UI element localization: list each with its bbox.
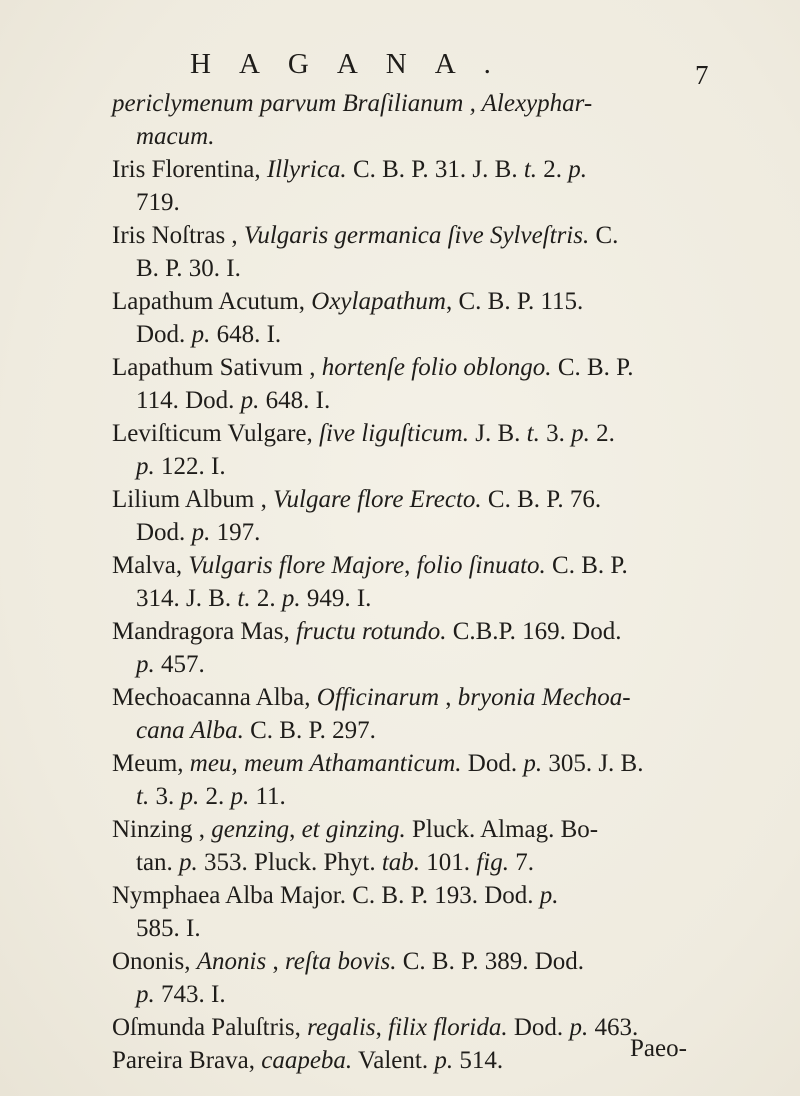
entry-line [112, 516, 712, 549]
roman-text: 2. [250, 585, 282, 612]
plant-entry [112, 483, 712, 549]
italic-text: Vulgaris germanica ſive Sylveſtris. [243, 222, 590, 249]
plant-entry [112, 417, 712, 483]
roman-text: Dod. [136, 321, 192, 348]
italic-text: meu [189, 750, 232, 777]
entry-line [112, 879, 712, 912]
roman-text: 949. I. [300, 585, 372, 612]
roman-text: J. B. [468, 420, 527, 447]
italic-text: meum Athamanticum. [243, 750, 462, 777]
roman-text: 648. I. [210, 321, 282, 348]
entry-line [112, 450, 712, 483]
roman-text: 648. I. [259, 387, 331, 414]
roman-text: 2. [199, 783, 231, 810]
italic-text: filix florida. [388, 1014, 508, 1041]
roman-text: , [231, 750, 244, 777]
italic-text: Illyrica. [266, 156, 347, 183]
italic-text: folio ſinuato. [416, 552, 546, 579]
italic-text: p. [136, 453, 155, 480]
italic-text: p. [523, 750, 543, 777]
plant-entry [112, 747, 712, 813]
plant-entry [112, 285, 712, 351]
roman-text: Nymphaea Alba Major. C. B. P. 193. Dod. [112, 882, 540, 909]
roman-text: Mechoacanna Alba, [112, 684, 317, 711]
roman-text: 7. [508, 849, 534, 876]
italic-text: reſta bovis. [284, 948, 397, 975]
roman-text: Lapathum Acutum, [112, 288, 312, 315]
roman-text: C. B. P. 389. Dod. [396, 948, 585, 975]
roman-text: 463. [588, 1014, 639, 1041]
roman-text: Dod. [507, 1014, 570, 1041]
italic-text: hortenſe folio oblongo. [321, 354, 552, 381]
italic-text: p. [191, 519, 211, 546]
italic-text: et ginzing. [301, 816, 406, 843]
roman-text: 514. [453, 1047, 504, 1074]
entry-line [112, 780, 712, 813]
italic-text: cana Alba. [136, 717, 244, 744]
italic-text: regalis [307, 1014, 376, 1041]
roman-text: tan. [136, 849, 180, 876]
roman-text: 3. [539, 420, 572, 447]
roman-text: 353. Pluck. Phyt. [197, 849, 382, 876]
roman-text: Malva, [112, 552, 189, 579]
italic-text: p. [180, 783, 200, 810]
plant-entry [112, 351, 712, 417]
entry-line [112, 846, 712, 879]
italic-text: p. [136, 981, 155, 1008]
roman-text: 101. [420, 849, 477, 876]
plant-entry [112, 219, 712, 285]
italic-text: p. [240, 387, 260, 414]
plant-entry [112, 1011, 712, 1044]
roman-text: Oſmunda Paluſtris, [112, 1014, 308, 1041]
italic-text: Vulgaris flore Majore [188, 552, 405, 579]
roman-text: , [266, 948, 285, 975]
page-number: 7 [695, 60, 709, 90]
roman-text: Lilium Album , [112, 486, 274, 513]
plant-entry [112, 681, 712, 747]
roman-text: Meum, [112, 750, 190, 777]
entry-line [112, 615, 712, 648]
roman-text: Iris Florentina, [112, 156, 267, 183]
roman-text: 2. [589, 420, 615, 447]
roman-text: 314. J. B. [136, 585, 238, 612]
italic-text: ſive liguſticum. [319, 420, 469, 447]
italic-text: p. [569, 1014, 589, 1041]
entry-line [112, 945, 712, 978]
roman-text: 719. [136, 189, 180, 216]
roman-text: C. B. P. 31. J. B. [346, 156, 524, 183]
italic-text: fructu rotundo. [295, 618, 447, 645]
entry-line [112, 252, 712, 285]
plant-entry [112, 813, 712, 879]
entry-line [112, 318, 712, 351]
entry-line [112, 120, 712, 153]
italic-text: t. [136, 783, 150, 810]
roman-text: , [439, 684, 458, 711]
plant-entry [112, 945, 712, 1011]
roman-text: Leviſticum Vulgare, [112, 420, 320, 447]
italic-text: p. [571, 420, 590, 447]
italic-text: genzing [211, 816, 290, 843]
italic-text: bryonia Mechoa- [457, 684, 631, 711]
italic-text: periclymenum parvum Braſilianum , Alexyphar- [112, 90, 593, 117]
roman-text: Iris Noſtras , [112, 222, 244, 249]
roman-text: C.B.P. 169. Dod. [446, 618, 622, 645]
plant-entry [112, 879, 712, 945]
roman-text: C. B. P. 76. [481, 486, 602, 513]
italic-text: p. [281, 585, 301, 612]
roman-text: Pareira Brava, [112, 1047, 262, 1074]
plant-entry [112, 153, 712, 219]
italic-text: p. [568, 156, 588, 183]
italic-text: Vulgare flore Erecto. [273, 486, 482, 513]
roman-text: 114. Dod. [136, 387, 241, 414]
roman-text: Dod. [136, 519, 192, 546]
italic-text: t. [526, 420, 540, 447]
plant-entry [112, 87, 712, 153]
roman-text: 305. J. B. [542, 750, 644, 777]
entry-line [112, 549, 712, 582]
roman-text: 585. I. [136, 915, 201, 942]
roman-text: Dod. [461, 750, 524, 777]
roman-text: 457. [154, 651, 205, 678]
italic-text: caapeba. [261, 1047, 353, 1074]
italic-text: p. [179, 849, 198, 876]
entry-line [112, 747, 712, 780]
italic-text: p. [539, 882, 559, 909]
plant-entry [112, 615, 712, 681]
italic-text: p. [230, 783, 250, 810]
entry-line [112, 714, 712, 747]
italic-text: Oxylapathum [311, 288, 446, 315]
entry-line [112, 87, 712, 120]
entry-line [112, 384, 712, 417]
roman-text: C. B. P. [545, 552, 628, 579]
entry-line [112, 912, 712, 945]
entry-line [112, 186, 712, 219]
roman-text: 197. [210, 519, 261, 546]
italic-text: Anonis [196, 948, 267, 975]
roman-text: C. [589, 222, 619, 249]
entry-line [112, 285, 712, 318]
roman-text: Pluck. Almag. Bo- [405, 816, 599, 843]
roman-text: Ninzing , [112, 816, 212, 843]
italic-text: t. [523, 156, 538, 183]
roman-text: Ononis, [112, 948, 197, 975]
entry-line [112, 648, 712, 681]
entry-line [112, 153, 712, 186]
roman-text: 3. [149, 783, 181, 810]
italic-text: p. [136, 651, 155, 678]
roman-text: 122. I. [154, 453, 226, 480]
roman-text: C. B. P. [551, 354, 634, 381]
italic-text: tab. [381, 849, 421, 876]
italic-text: fig. [476, 849, 509, 876]
entry-line [112, 813, 712, 846]
roman-text: Mandragora Mas, [112, 618, 296, 645]
plant-entry [112, 1044, 712, 1077]
roman-text: , [289, 816, 302, 843]
roman-text: B. P. 30. I. [136, 255, 241, 282]
roman-text: , [375, 1014, 389, 1041]
italic-text: macum. [136, 123, 215, 150]
entry-line [112, 978, 712, 1011]
entry-line [112, 1044, 712, 1077]
entry-line [112, 219, 712, 252]
italic-text: p. [434, 1047, 454, 1074]
entry-line [112, 417, 712, 450]
roman-text: , [404, 552, 417, 579]
entry-line [112, 582, 712, 615]
italic-text: t. [237, 585, 251, 612]
entry-line [112, 681, 712, 714]
plant-entry [112, 549, 712, 615]
roman-text: Valent. [352, 1047, 435, 1074]
roman-text: C. B. P. 297. [243, 717, 376, 744]
entry-line [112, 1011, 712, 1044]
roman-text: , C. B. P. 115. [445, 288, 584, 315]
roman-text: 11. [249, 783, 286, 810]
roman-text: 2. [537, 156, 569, 183]
roman-text: 743. I. [154, 981, 226, 1008]
roman-text: Lapathum Sativum , [112, 354, 322, 381]
entry-line [112, 483, 712, 516]
italic-text: Officinarum [316, 684, 439, 711]
catchword: Paeo- [630, 1035, 687, 1062]
entry-line [112, 351, 712, 384]
plant-list [112, 87, 712, 1077]
italic-text: p. [191, 321, 211, 348]
running-head: HAGANA. [190, 48, 519, 80]
